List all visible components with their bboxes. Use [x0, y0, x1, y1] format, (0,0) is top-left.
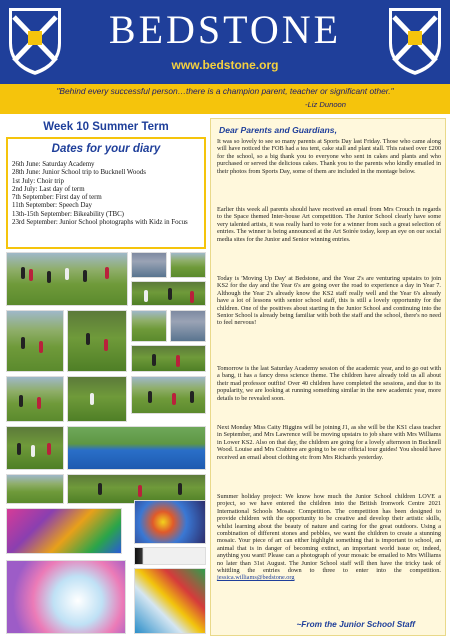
website-link[interactable]: www.bedstone.org	[171, 58, 279, 72]
art-entry-photo	[6, 560, 126, 634]
sports-day-photo	[170, 252, 206, 278]
sports-day-photo	[6, 252, 128, 306]
week-title: Week 10 Summer Term	[43, 121, 169, 133]
sports-day-photo	[131, 252, 167, 278]
sports-day-photo	[6, 474, 64, 504]
art-entry-photo	[134, 568, 206, 634]
sports-day-photo	[131, 376, 206, 414]
school-crest-icon	[4, 3, 66, 79]
diary-title: Dates for your diary	[51, 143, 161, 155]
letter-box	[210, 118, 446, 636]
letter-paragraph: Earlier this week all parents should have received an email from Mrs Crouch in regards to the Space themed Inter-house Art competition. The Junior School clearly have some very talented artists, it was really hard to vote for a winner from such a great selection of entries. The winner is being announced at the Art Soirée today, keep an eye on our social media sites for the Junior and Senior winning entries.	[217, 206, 441, 243]
art-entry-photo	[134, 500, 206, 544]
sports-day-photo	[67, 376, 127, 422]
diary-item: 26th June: Saturday Academy	[12, 161, 95, 168]
diary-item: 2nd July: Last day of term	[12, 185, 85, 193]
sports-day-photo	[6, 376, 64, 422]
quote-banner	[0, 84, 450, 114]
sports-day-photo	[67, 310, 127, 372]
sports-day-photo	[6, 426, 64, 470]
sports-day-photo	[131, 345, 206, 372]
school-name: BEDSTONE	[108, 7, 342, 52]
diary-item: 1st July: Choir trip	[12, 177, 64, 185]
letter-paragraph: Today is 'Moving Up Day' at Bedstone, and the Year 2's are venturing upstairs to join KS2 for the day and the Year 6's are going over the road to experience a day in Year 7. Although the Year 2's already know the KS2 staff really well and the Year 6's already have a lot of lessons with senior school staff, this is still a lovely opportunity for the children. One of the positives about starting in the Junior School and continuing into the Senior School is already being familiar with both the staff and the school, there's no need to feel nervous!	[217, 275, 441, 327]
art-entry-photo	[134, 547, 206, 565]
letter-paragraph: Tomorrow is the last Saturday Academy session of the academic year, and to go out with a bang, it has a fancy dress science theme. The children have already told us all about their mad professor outfits! Over 40 children have completed the sessions, and due to its popularity, we are looking at running something similar in the new academic year, more details to be revealed soon.	[217, 365, 441, 402]
diary-item: 7th September: First day of term	[12, 194, 102, 202]
letter-paragraph: Next Monday Miss Caity Higgins will be joining J1, as she will be the KS1 class teacher in September, and Mrs Lawrence will be moving upstairs to job share with Mrs Williams in Lower KS2. Also on that day, the children are going for a lovely afternoon in Bucknell Wood. Louise and Mrs Crabtree are going to be our official tour guides! You should have received an email about clothing etc from Mrs Richards yesterday.	[217, 424, 441, 461]
letter-paragraph: It was so lovely to see so many parents at Sports Day last Friday. Those who came along will have noticed the FOB had a tea tent, cake stall and plant stall. This raised over £200 for the school, so a big thank you to everyone who sent in cakes and plants and who purchased or served the delicious cakes. Thank you to the parents who kindly emailed in their photos from Sports Day, some of them are included in the montage below.	[217, 138, 441, 175]
sports-day-photo	[67, 426, 206, 470]
sports-day-photo	[131, 310, 167, 342]
email-link[interactable]: jessica.williams@bedstone.org	[217, 574, 295, 582]
sports-day-photo	[170, 310, 206, 342]
sports-day-photo	[131, 281, 206, 306]
quote-author: -Liz Dunoon	[305, 100, 346, 109]
quote-text: "Behind every successful person…there is a champion parent, teacher or significant other."	[56, 86, 394, 96]
diary-box	[6, 137, 206, 249]
diary-item: 23rd September: Junior School photographs with Kidz in Focus	[12, 219, 188, 227]
diary-item: 13th-15th September: Bikeability (TBC)	[12, 210, 124, 218]
sports-day-photo	[6, 310, 64, 372]
diary-list	[12, 161, 202, 227]
letter-paragraph: Summer holiday project: We know how much the Junior School children LOVE a project, so we have entered the children into the British Ironwork Centre 2021 International Schools Mosaic Competition. The competition has been designed to provide children with the opportunity to be creative and develop their artistic skills, whilst learning about the beauty of nature and caring for the great outdoors. Using a combination of different stones and pebbles, we want the children to create a stunning mosaic. Your piece of art can either highlight something that is important to school, an animal that is in danger of becoming extinct, an important world issue or, indeed, anything you want! Please can a photograph of your mosaic be emailed to Mrs Williams no later than 31st August. The Junior School staff will then have the tricky task of whittling the entries down to three to enter into the competition. jessica.williams@bedstone.org	[217, 493, 441, 582]
letter-greeting: Dear Parents and Guardians,	[219, 125, 337, 135]
diary-item: 28th June: Junior School trip to Bucknell Woods	[12, 169, 146, 177]
header-banner	[0, 0, 450, 84]
letter-signoff: ~From the Junior School Staff	[296, 619, 415, 629]
diary-item: 11th September: Speech Day	[12, 202, 92, 210]
school-crest-icon	[384, 3, 446, 79]
art-entry-photo	[6, 508, 122, 554]
